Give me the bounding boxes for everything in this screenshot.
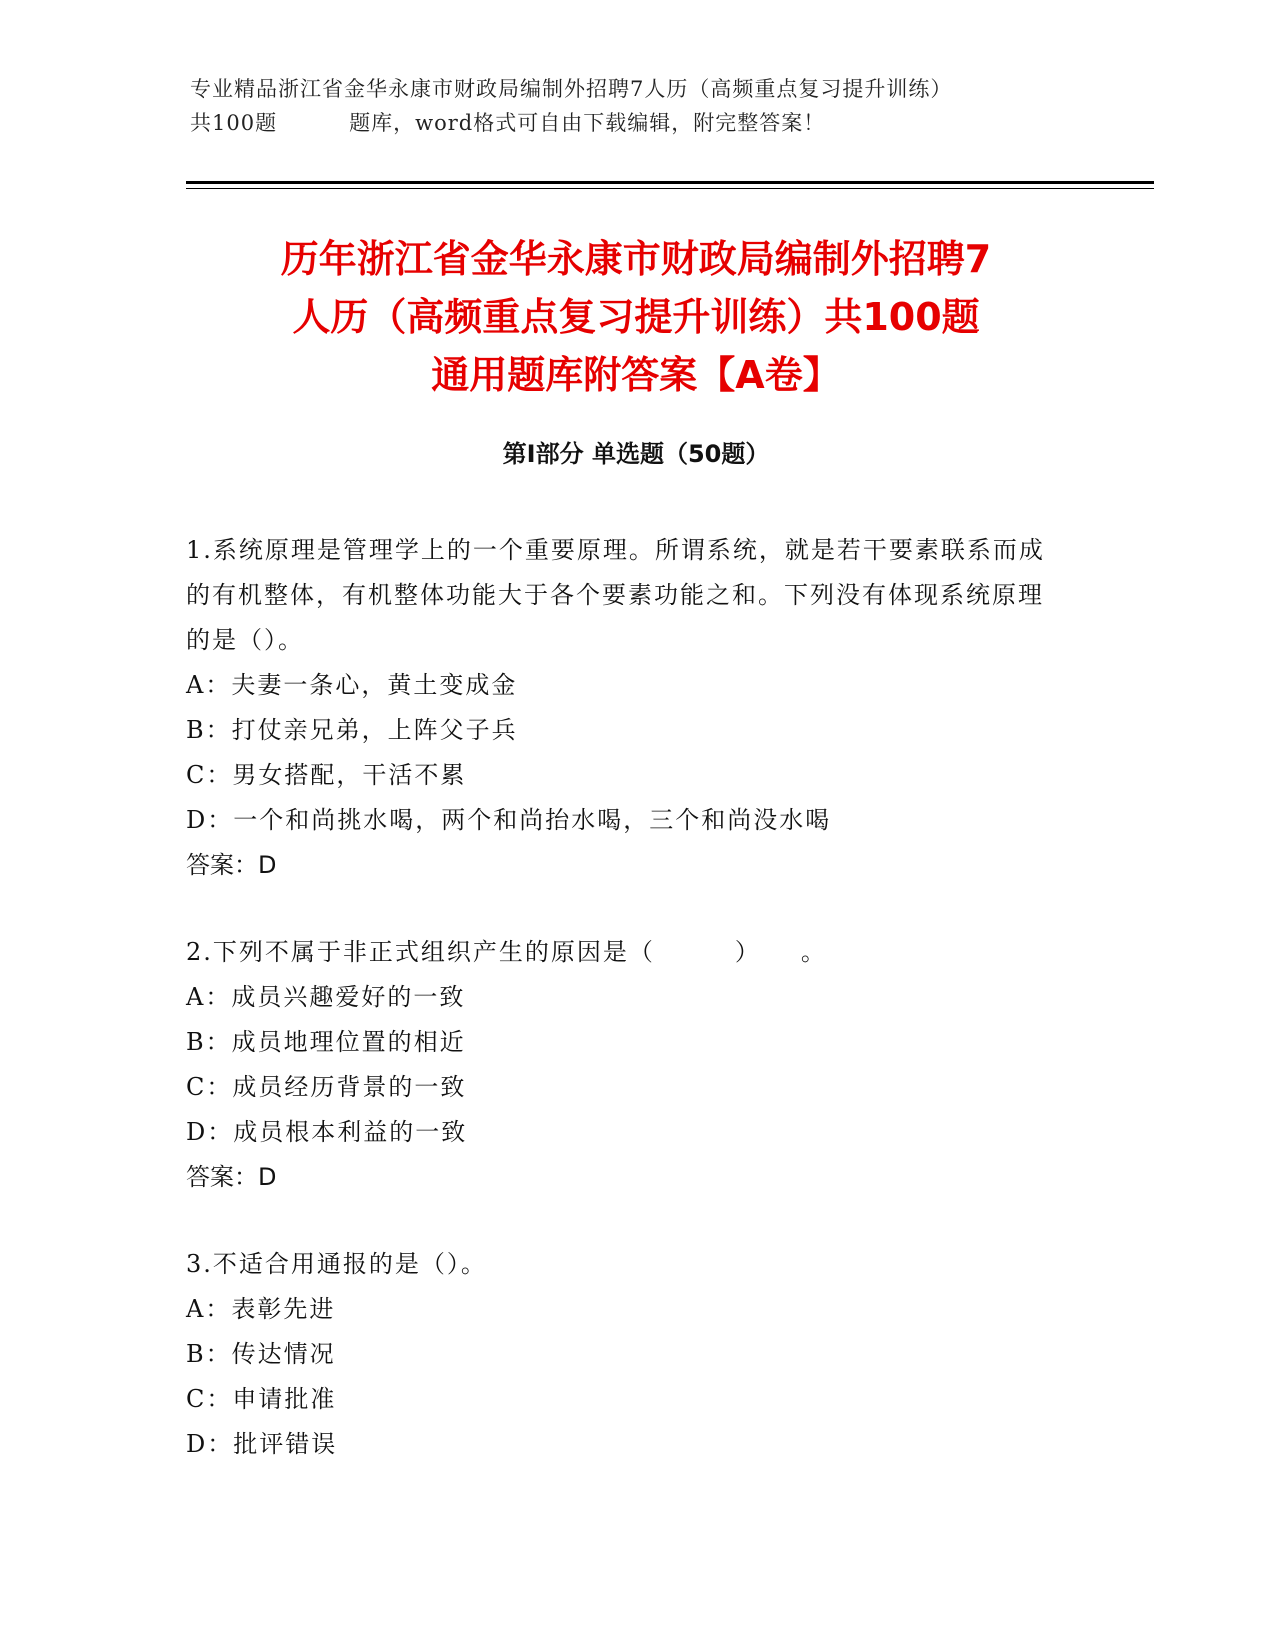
option-b: B：打仗亲兄弟，上阵父子兵 bbox=[186, 716, 518, 744]
header-note-desc: 题库，word格式可自由下载编辑，附完整答案！ bbox=[349, 111, 826, 135]
question-list bbox=[186, 528, 1066, 1509]
option-d: D：一个和尚挑水喝，两个和尚抬水喝，三个和尚没水喝 bbox=[186, 806, 832, 834]
answer: 答案：D bbox=[186, 851, 277, 879]
question-2 bbox=[186, 930, 1066, 1200]
header-note-count: 共100题 bbox=[190, 111, 278, 135]
question-stem-close: ） bbox=[734, 938, 761, 966]
option-d: D：批评错误 bbox=[186, 1430, 338, 1458]
document-title bbox=[186, 230, 1086, 404]
option-a: A：成员兴趣爱好的一致 bbox=[186, 983, 466, 1011]
question-stem bbox=[186, 930, 1066, 975]
title-line3: 通用题库附答案【A卷】 bbox=[431, 353, 841, 397]
option-b: B：成员地理位置的相近 bbox=[186, 1028, 466, 1056]
title-line1: 历年浙江省金华永康市财政局编制外招聘7 bbox=[280, 237, 992, 281]
header-note-line2 bbox=[190, 106, 1070, 140]
option-c: C：成员经历背景的一致 bbox=[186, 1073, 467, 1101]
header-rule-thick bbox=[186, 181, 1154, 184]
option-c: C：男女搭配，干活不累 bbox=[186, 761, 467, 789]
answer: 答案：D bbox=[186, 1163, 277, 1191]
header-note-line1: 专业精品浙江省金华永康市财政局编制外招聘7人历（高频重点复习提升训练） bbox=[190, 77, 953, 101]
option-d: D：成员根本利益的一致 bbox=[186, 1118, 468, 1146]
question-stem: 1.系统原理是管理学上的一个重要原理。所谓系统，就是若干要素联系而成的有机整体，有机整体功能大于各个要素功能之和。下列没有体现系统原理的是（）。 bbox=[186, 536, 1045, 654]
header-rule-thin bbox=[186, 188, 1154, 189]
option-a: A：表彰先进 bbox=[186, 1295, 336, 1323]
question-3 bbox=[186, 1242, 1066, 1467]
option-a: A：夫妻一条心，黄土变成金 bbox=[186, 671, 518, 699]
header-note bbox=[190, 72, 1070, 140]
title-line2: 人历（高频重点复习提升训练）共100题 bbox=[292, 295, 980, 339]
question-stem: 3.不适合用通报的是（）。 bbox=[186, 1250, 487, 1278]
question-stem-start: 2.下列不属于非正式组织产生的原因是（ bbox=[186, 938, 655, 966]
question-stem-end: 。 bbox=[800, 938, 827, 966]
section-title: 第Ⅰ部分 单选题（50题） bbox=[502, 440, 770, 468]
option-c: C：申请批准 bbox=[186, 1385, 337, 1413]
question-1 bbox=[186, 528, 1066, 888]
option-b: B：传达情况 bbox=[186, 1340, 336, 1368]
